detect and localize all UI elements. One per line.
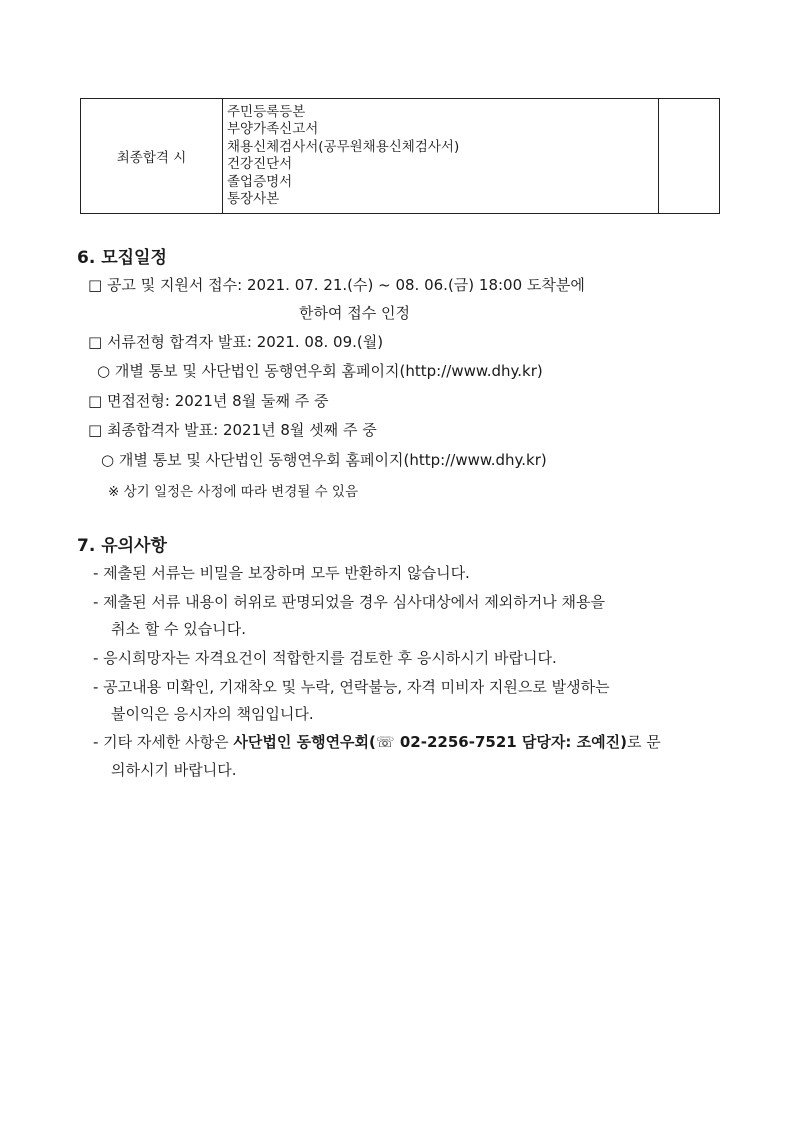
section-7-heading: 7. 유의사항	[77, 536, 167, 556]
notice-item-4: - 공고내용 미확인, 기재착오 및 누락, 연락불능, 자격 미비자 지원으로 발생하는	[93, 678, 610, 696]
notice-item-1: - 제출된 서류는 비밀을 보장하며 모두 반환하지 않습니다.	[93, 564, 470, 582]
notice-item-3: - 응시희망자는 자격요건이 적합한지를 검토한 후 응시하시기 바랍니다.	[93, 649, 557, 667]
table-row	[81, 99, 720, 214]
table-cell-documents	[223, 99, 659, 214]
schedule-application: □ 공고 및 지원서 접수: 2021. 07. 21.(수) ~ 08. 06.(금) 18:00 도착분에	[88, 276, 585, 294]
table-cell-empty	[659, 99, 720, 214]
schedule-application-cont: 한하여 접수 인정	[299, 304, 410, 322]
notice-item-4-cont: 불이익은 응시자의 책임입니다.	[111, 705, 314, 723]
notice-item-5	[93, 731, 661, 752]
document-item: 주민등록등본	[227, 103, 306, 120]
schedule-notice-2: ○ 개별 통보 및 사단법인 동행연우회 홈페이지(http://www.dhy.kr)	[101, 451, 547, 469]
schedule-final-result: □ 최종합격자 발표: 2021년 8월 셋째 주 중	[88, 421, 377, 439]
document-item: 건강진단서	[227, 156, 293, 172]
section-6-heading: 6. 모집일정	[77, 248, 167, 268]
table-cell-label	[81, 99, 223, 214]
stage-label: 최종합격 시	[116, 150, 187, 166]
notice-item-5-tail: 로 문	[626, 733, 661, 751]
schedule-interview: □ 면접전형: 2021년 8월 둘째 주 중	[88, 392, 329, 410]
notice-item-2-cont: 취소 할 수 있습니다.	[111, 620, 246, 638]
required-documents-table	[80, 98, 720, 214]
document-item: 졸업증명서	[227, 173, 293, 190]
schedule-notice-1: ○ 개별 통보 및 사단법인 동행연우회 홈페이지(http://www.dhy.kr)	[97, 362, 543, 380]
document-item: 부양가족신고서	[227, 121, 319, 137]
contact-info: 사단법인 동행연우회(☏ 02-2256-7521 담당자: 조예진)	[233, 733, 627, 751]
schedule-document-result: □ 서류전형 합격자 발표: 2021. 08. 09.(월)	[88, 333, 384, 351]
notice-item-2: - 제출된 서류 내용이 허위로 판명되었을 경우 심사대상에서 제외하거나 채용을	[93, 593, 606, 611]
notice-item-5-text: - 기타 자세한 사항은	[93, 733, 234, 751]
document-item: 통장사본	[227, 191, 280, 207]
document-item: 채용신체검사서(공무원채용신체검사서)	[227, 138, 460, 155]
notice-item-5-cont: 의하시기 바랍니다.	[111, 761, 237, 779]
schedule-note: ※ 상기 일정은 사정에 따라 변경될 수 있음	[108, 484, 359, 500]
